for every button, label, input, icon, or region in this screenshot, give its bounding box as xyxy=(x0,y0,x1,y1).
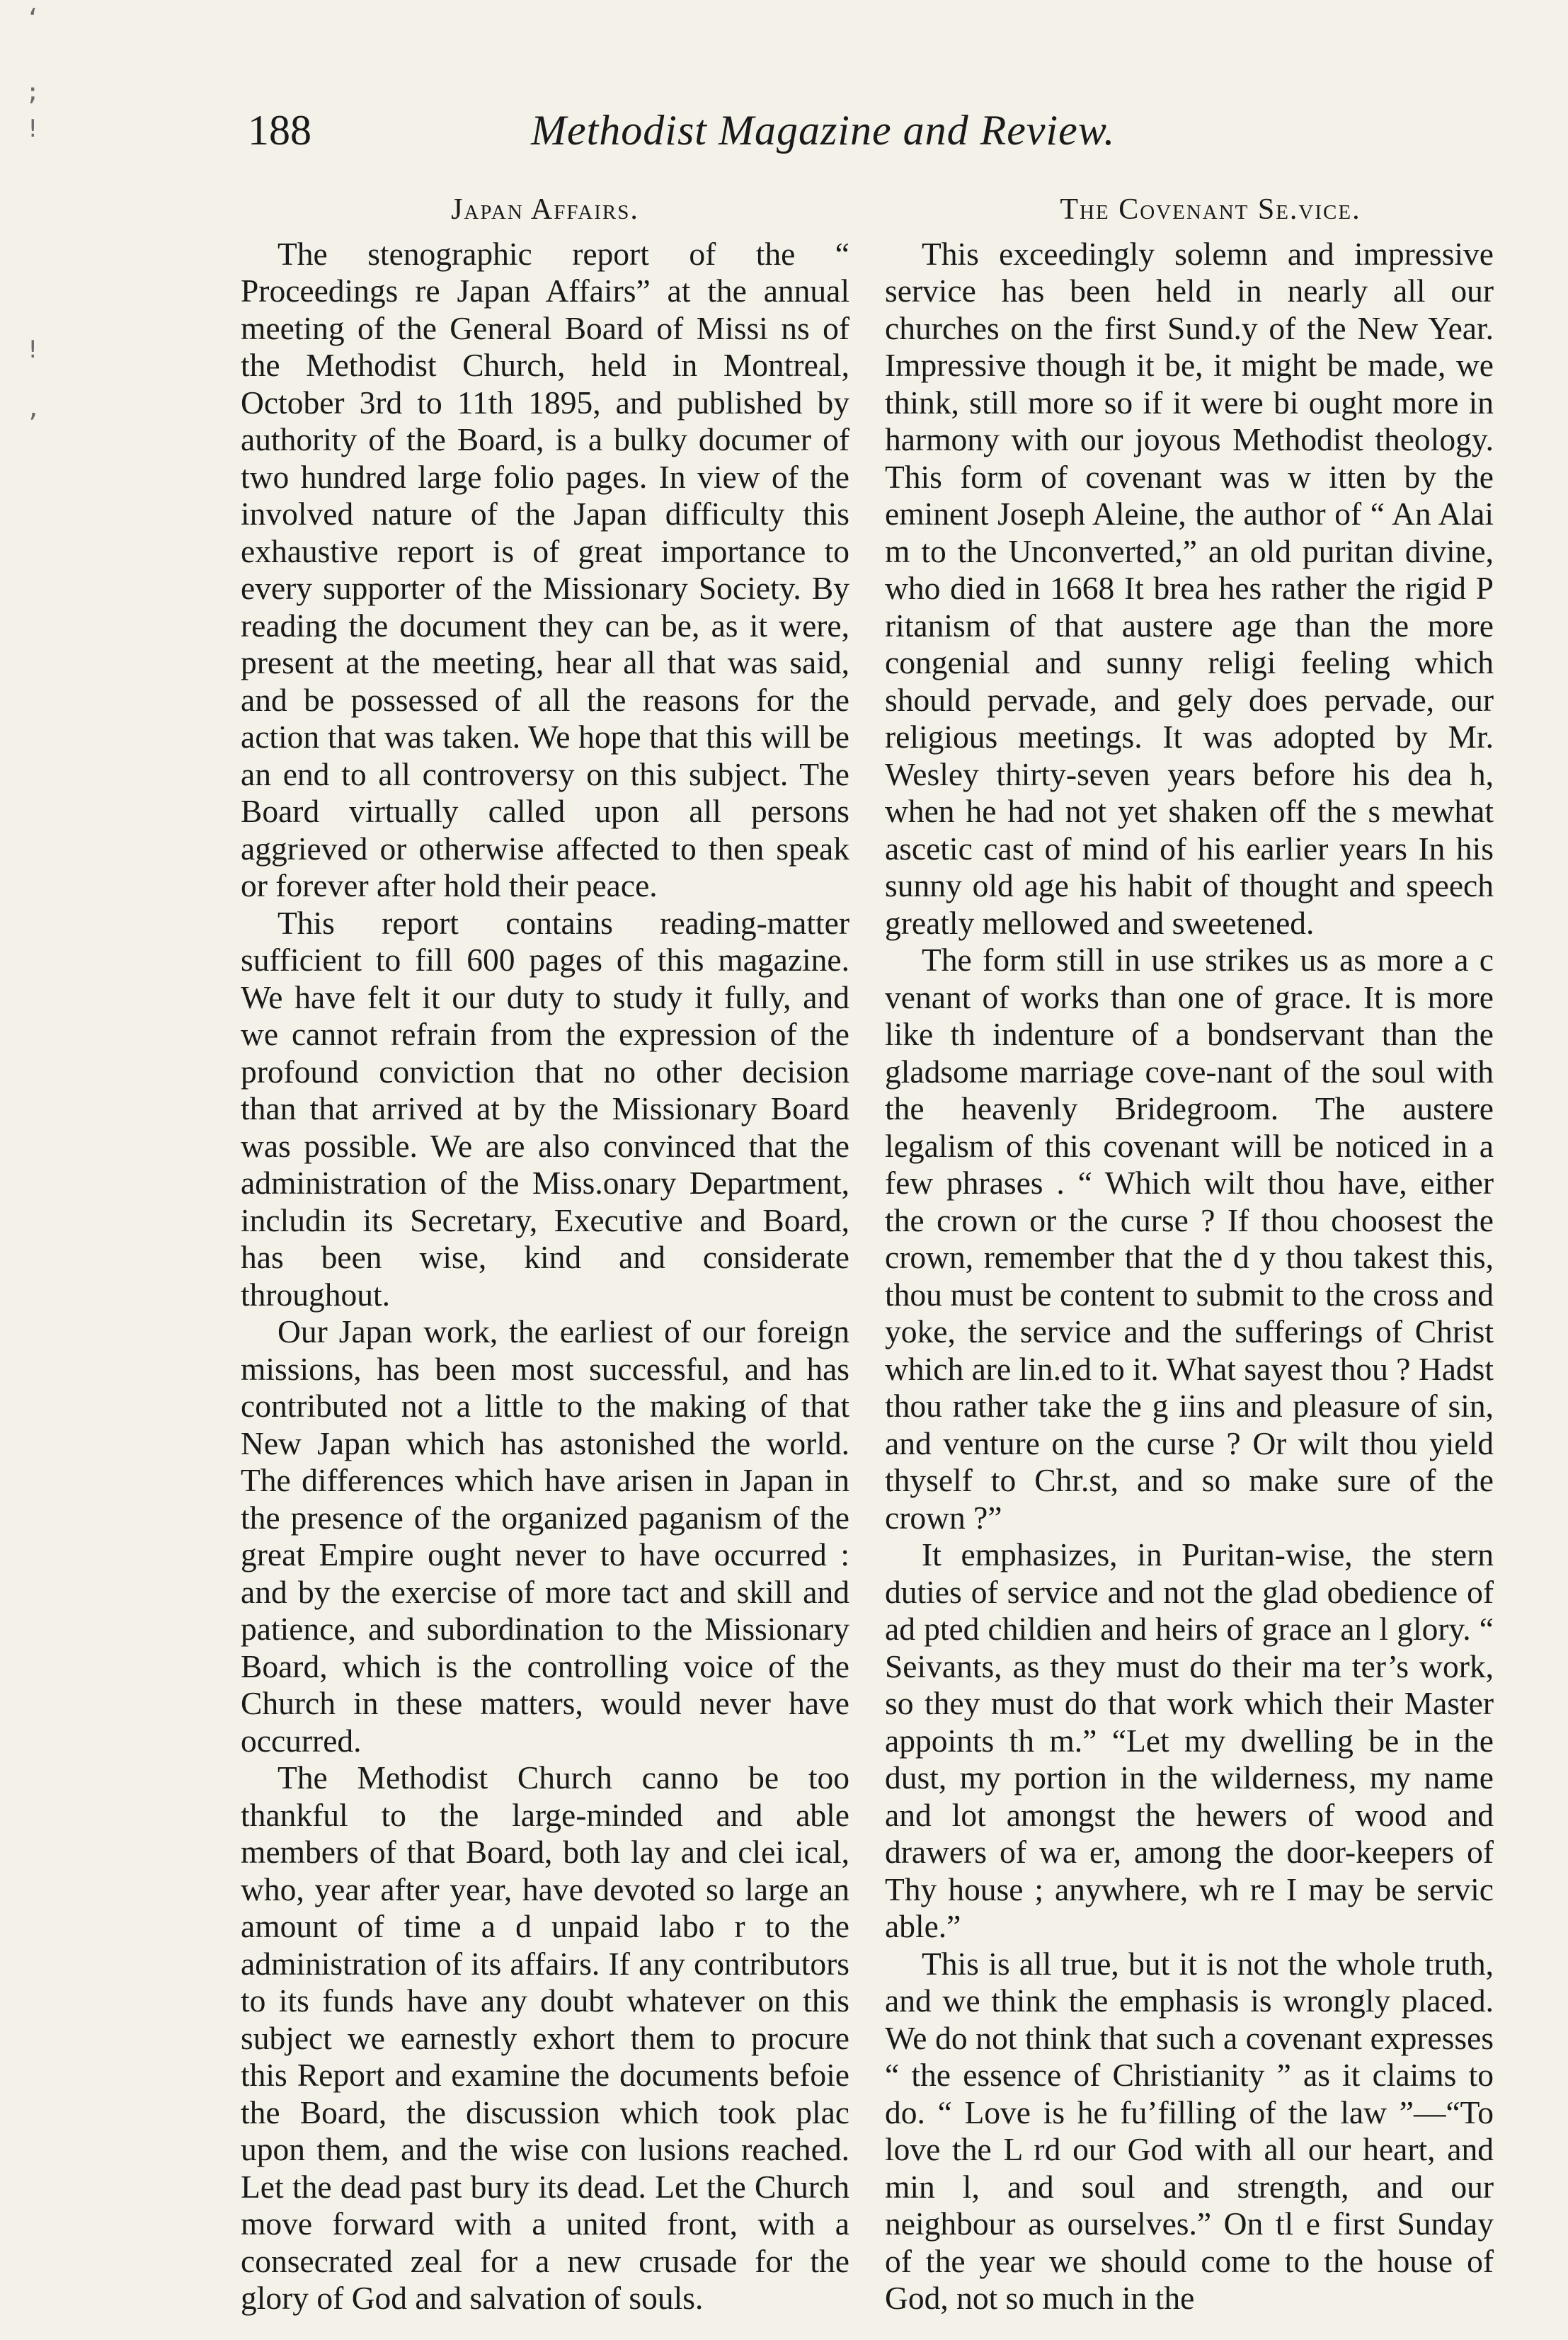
margin-mark xyxy=(25,147,54,184)
running-head: Methodist Magazine and Review. xyxy=(531,107,1116,154)
margin-mark xyxy=(25,221,54,258)
paragraph: The form still in use strikes us as more a c venant of works than one of grace. It is more like th indenture of a bondservant than the gladsome marriage cove-nant of the soul with the heavenly Bridegroom. The austere legalism of this covenant will be noticed in a few phrases . “ Which wilt thou have, either the crown or the curse ? If thou choosest the crown, remember that the d y thou takest this, thou must be content to submit to the cross and yoke, the service and the sufferings of Christ which are lin.ed to it. What sayest thou ? Hadst thou rather take the g iins and pleasure of sin, and venture on the curse ? Or wilt thou yield thyself to Chr.st, and so make sure of the crown ?” xyxy=(885,942,1494,1536)
margin-mark: ; xyxy=(25,78,40,106)
margin-mark xyxy=(25,368,54,405)
margin-mark xyxy=(25,258,54,295)
paragraph: The stenographic report of the “ Proceedings re Japan Affairs” at the annual meeting of the General Board of Missi ns of the Methodist Church, held in Montreal, October 3rd to 11th 1895, and published by authority of the Board, is a bulky documer of two hundred large folio pages. In view of the involved nature of the Japan difficulty this exhaustive report is of great importance to every supporter of the Missionary Society. By reading the document they can be, as it were, present at the meeting, hear all that was said, and be possessed of all the reasons for the action that was taken. We hope that this will be an end to all controversy on this subject. The Board virtually called upon all persons aggrieved or otherwise affected to then speak or forever after hold their peace. xyxy=(241,235,849,903)
paragraph: This is all true, but it is not the whole truth, and we think the emphasis is wrongly placed. We do not think that such a covenant expresses “ the essence of Christianity ” as it claims to do. “ Love is he fu’filling of the law ”—“To love the L rd our God with all our heart, and min l, and soul and strength, and our neighbour as ourselves.” On tl e first Sunday of the year we should come to the house of God, not so much in the xyxy=(885,1945,1494,2316)
margin-mark: ! xyxy=(25,336,40,364)
right-column xyxy=(885,191,1494,2317)
paragraph: This report contains reading-matter sufficient to fill 600 pages of this magazine. We have felt it our duty to study it fully, and we cannot refrain from the expression of the profound conviction that no other decision than that arrived at by the Missionary Board was possible. We are also convinced that the administration of the Miss.onary Department, includin its Secretary, Executive and Board, has been wise, kind and considerate throughout. xyxy=(241,904,849,1313)
margin-mark xyxy=(25,37,54,74)
page-header xyxy=(248,106,1494,163)
margin-mark xyxy=(25,295,54,331)
paragraph: Our Japan work, the earliest of our foreign missions, has been most successful, and has contributed not a little to the making of that New Japan which has astonished the world. The differences which have arisen in Japan in the presence of the organized paganism of the great Empire ought never to have occurred : and by the exercise of more tact and skill and patience, and subordination to the Missionary Board, which is the controlling voice of the Church in these matters, would never have occurred. xyxy=(241,1313,849,1759)
margin-mark: ‘ xyxy=(25,4,40,33)
margin-marks xyxy=(25,0,54,438)
paragraph: This exceedingly solemn and impressive service has been held in nearly all our churches on the first Sund.y of the New Year. Impressive though it be, it might be made, we think, still more so if it were bi ought more in harmony with our joyous Methodist theology. This form of covenant was w itten by the eminent Joseph Aleine, the author of “ An Alai m to the Unconverted,” an old puritan divine, who died in 1668 It brea hes rather the rigid P ritanism of that austere age than the more congenial and sunny religi feeling which should pervade, and gely does pervade, our religious meetings. It was adopted by Mr. Wesley thirty-seven years before his dea h, when he had not yet shaken off the s mewhat ascetic cast of mind of his earlier years In his sunny old age his habit of thought and speech greatly mellowed and sweetened. xyxy=(885,235,1494,941)
article-title-covenant-service: The Covenant Se.vice. xyxy=(1060,193,1361,226)
left-column xyxy=(241,191,849,2317)
paragraph: The Methodist Church canno be too thankful to the large-minded and able members of that Board, both lay and clei ical, who, year after year, have devoted so large an amount of time a d unpaid labo r to the administration of its affairs. If any contributors to its funds have any doubt whatever on this subject we earnestly exhort them to procure this Report and examine the documents befoie the Board, the discussion which took plac upon them, and the wise con lusions reached. Let the dead past bury its dead. Let the Church move forward with a united front, with a consecrated zeal for a new crusade for the glory of God and salvation of souls. xyxy=(241,1759,849,2316)
margin-mark: ! xyxy=(25,115,40,143)
page-number: 188 xyxy=(248,107,311,154)
margin-mark xyxy=(25,184,54,221)
article-title-japan-affairs: Japan Affairs. xyxy=(451,193,639,226)
paragraph: It emphasizes, in Puritan-wise, the stern duties of service and not the glad obedience of ad pted childien and heirs of grace an l glory. “ Seivants, as they must do their ma ter’s work, so they must do that work which their Master appoints th m.” “Let my dwelling be in the dust, my portion in the wilderness, my name and lot amongst the hewers of wood and drawers of wa er, among the door-keepers of Thy house ; anywhere, wh re I may be servic able.” xyxy=(885,1536,1494,1944)
margin-mark: ’ xyxy=(25,409,40,438)
